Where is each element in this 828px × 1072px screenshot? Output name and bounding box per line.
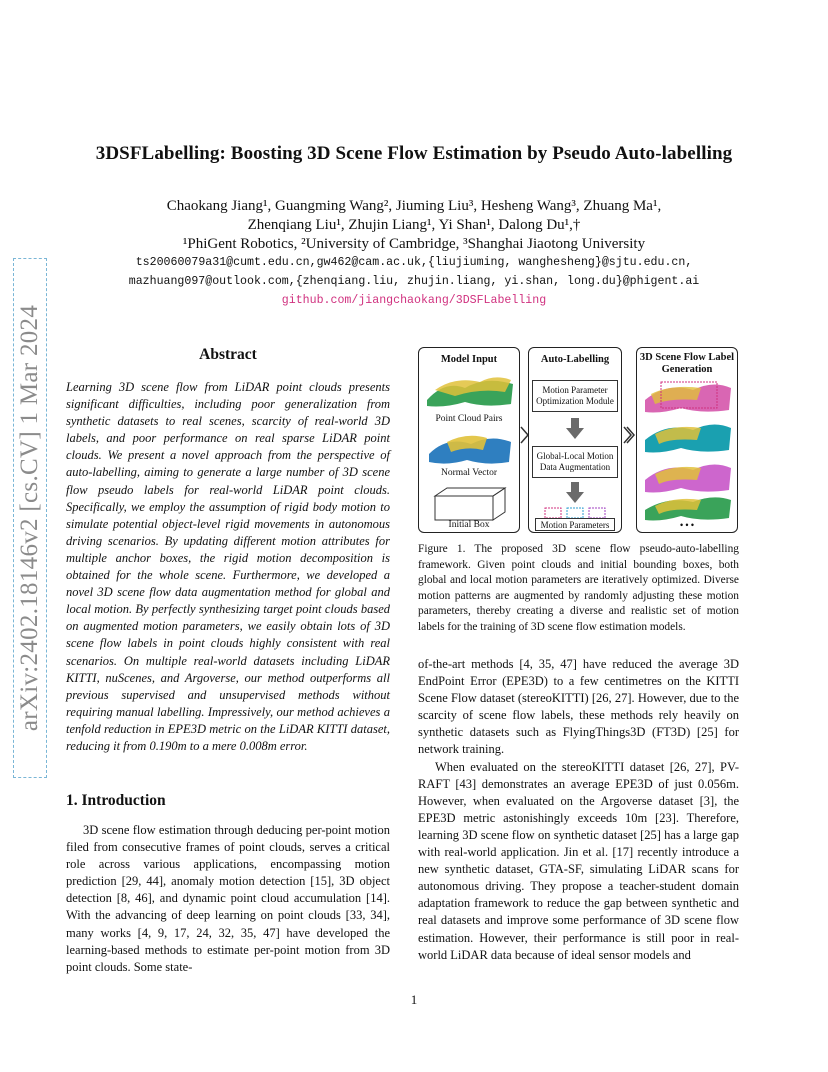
github-link[interactable]: github.com/jiangchaokang/3DSFLabelling (281, 294, 547, 307)
introduction-body (66, 822, 390, 976)
authors-line-2: Zhenqiang Liu¹, Zhujin Liang¹, Yi Shan¹, Dalong Du¹,† (247, 217, 581, 233)
global-local-augmentation-box: Global-Local Motion Data Augmentation (532, 446, 618, 478)
normal-vector-label: Normal Vector (440, 468, 498, 478)
model-input-title: Model Input (440, 354, 498, 365)
initial-box-image (433, 486, 507, 522)
emails-line-1: ts20060079a31@cumt.edu.cn,gw462@cam.ac.uk,{liujiuming, wanghesheng}@sjtu.edu.cn, (135, 256, 693, 269)
initial-box-label: Initial Box (448, 520, 490, 530)
arxiv-identifier: arXiv:2402.18146v2 [cs.CV] 1 Mar 2024 (16, 304, 43, 732)
abstract-heading: Abstract (199, 346, 257, 363)
right-column-body (418, 656, 739, 964)
authors-line-1: Chaokang Jiang¹, Guangming Wang², Jiuming Liu³, Hesheng Wang³, Zhuang Ma¹, (166, 198, 662, 214)
introduction-heading: 1. Introduction (66, 792, 166, 809)
arrow-right-icon (623, 425, 635, 445)
ellipsis: • • • (680, 520, 694, 530)
page-number: 1 (410, 992, 418, 1007)
auto-labelling-panel (528, 347, 622, 533)
arrow-down-icon (565, 418, 585, 440)
motion-parameters-box: Motion Parameters (535, 518, 615, 531)
auto-labelling-title: Auto-Labelling (540, 354, 610, 365)
normal-vector-image (427, 428, 513, 468)
point-cloud-pairs-image (425, 370, 515, 410)
point-cloud-pairs-label: Point Cloud Pairs (435, 414, 503, 424)
affiliations: ¹PhiGent Robotics, ²University of Cambridge, ³Shanghai Jiaotong University (182, 236, 646, 252)
motion-parameter-optimization-box: Motion Parameter Optimization Module (532, 380, 618, 412)
figure-1 (418, 345, 739, 537)
right-paragraph-1: of-the-art methods [4, 35, 47] have reduced the average 3D EndPoint Error (EPE3D) to a few centimetres on the KITTI Scene Flow dataset (stereoKITTI) [26, 27]. However, due to the scarcity of scene flow labels, these methods rely heavily on synthetic datasets such as FlyingThings3D (FT3D) [25] for network training. (418, 657, 739, 757)
arxiv-side-stamp (10, 258, 50, 778)
intro-paragraph: 3D scene flow estimation through deducing per-point motion filed from consecutive frames of point clouds, serves a critical role across various applications, encompassing motion prediction [29, 44], anomaly motion detection [15], 3D object detection [8, 46], and dynamic point cloud accumulation [14]. With the advancing of deep learning on point clouds [33, 34], many works [4, 9, 17, 24, 32, 35, 47] have developed the learning-based methods to estimate per-point motion from 3D point clouds. Some state- (66, 823, 390, 974)
paper-title: 3DSFLabelling: Boosting 3D Scene Flow Estimation by Pseudo Auto-labelling (95, 143, 733, 164)
label-generation-panel (636, 347, 738, 533)
right-paragraph-2: When evaluated on the stereoKITTI dataset [26, 27], PV-RAFT [43] demonstrates an average EPE3D of just 0.056m. However, when evaluated on the Argoverse dataset [3], the EPE3D metric astonishingly exceeds 10m [23]. Therefore, learning 3D scene flow on synthetic dataset [25] has a large gap with real-world application. Jin et al. [17] recently introduce a new synthetic dataset, GTA-SF, simulating LiDAR scans for autonomous driving. They propose a teacher-student domain adaptation framework to reduce the gap between synthetic and real datasets and improve some performance of 3D scene flow estimation. However, their performance is still poor in real-world LiDAR data because of ideal sensor models and (418, 759, 739, 962)
label-generation-title: 3D Scene Flow Label Generation (639, 352, 735, 375)
arrow-down-icon (565, 482, 585, 504)
model-input-panel (418, 347, 520, 533)
emails-line-2: mazhuang097@outlook.com,{zhenqiang.liu, zhujin.liang, yi.shan, long.du}@phigent.ai (128, 275, 700, 288)
abstract-body: Learning 3D scene flow from LiDAR point clouds presents significant difficulties, including poor generalization from synthetic datasets to real scenes, scarcity of real-world 3D labels, and poor performance on real sparse LiDAR point clouds. We present a novel approach from the perspective of auto-labelling, aiming to generate a large number of 3D scene flow pseudo labels for real-world LiDAR point clouds. Specifically, we employ the assumption of rigid body motion to simulate potential object-level rigid movements in autonomous driving scenarios. By updating different motion attributes for multiple anchor boxes, the rigid motion decomposition is obtained for the whole scene. Furthermore, we developed a novel 3D scene flow data augmentation method for global and local motion. By perfectly synthesizing target point clouds based on augmented motion parameters, we easily obtain lots of 3D scene flow labels in point clouds highly consistent with real scenarios. On multiple real-world datasets including LiDAR KITTI, nuScenes, and Argoverse, our method outperforms all previous supervised and unsupervised methods without requiring manual labelling. Impressively, our method achieves a tenfold reduction in EPE3D metric on the LiDAR KITTI dataset, reducing it from 0.190m to a mere 0.008m error. (66, 380, 390, 753)
figure-1-caption: Figure 1. The proposed 3D scene flow pseudo-auto-labelling framework. Given point clouds and initial bounding boxes, both global and local motion parameters are iteratively optimized. Diverse motion patterns are augmented by randomly adjusting these motion parameters, thereby creating a diverse and realistic set of motion labels for the training of 3D scene flow estimation models. (418, 543, 739, 633)
scene-flow-outputs-image (641, 378, 735, 524)
